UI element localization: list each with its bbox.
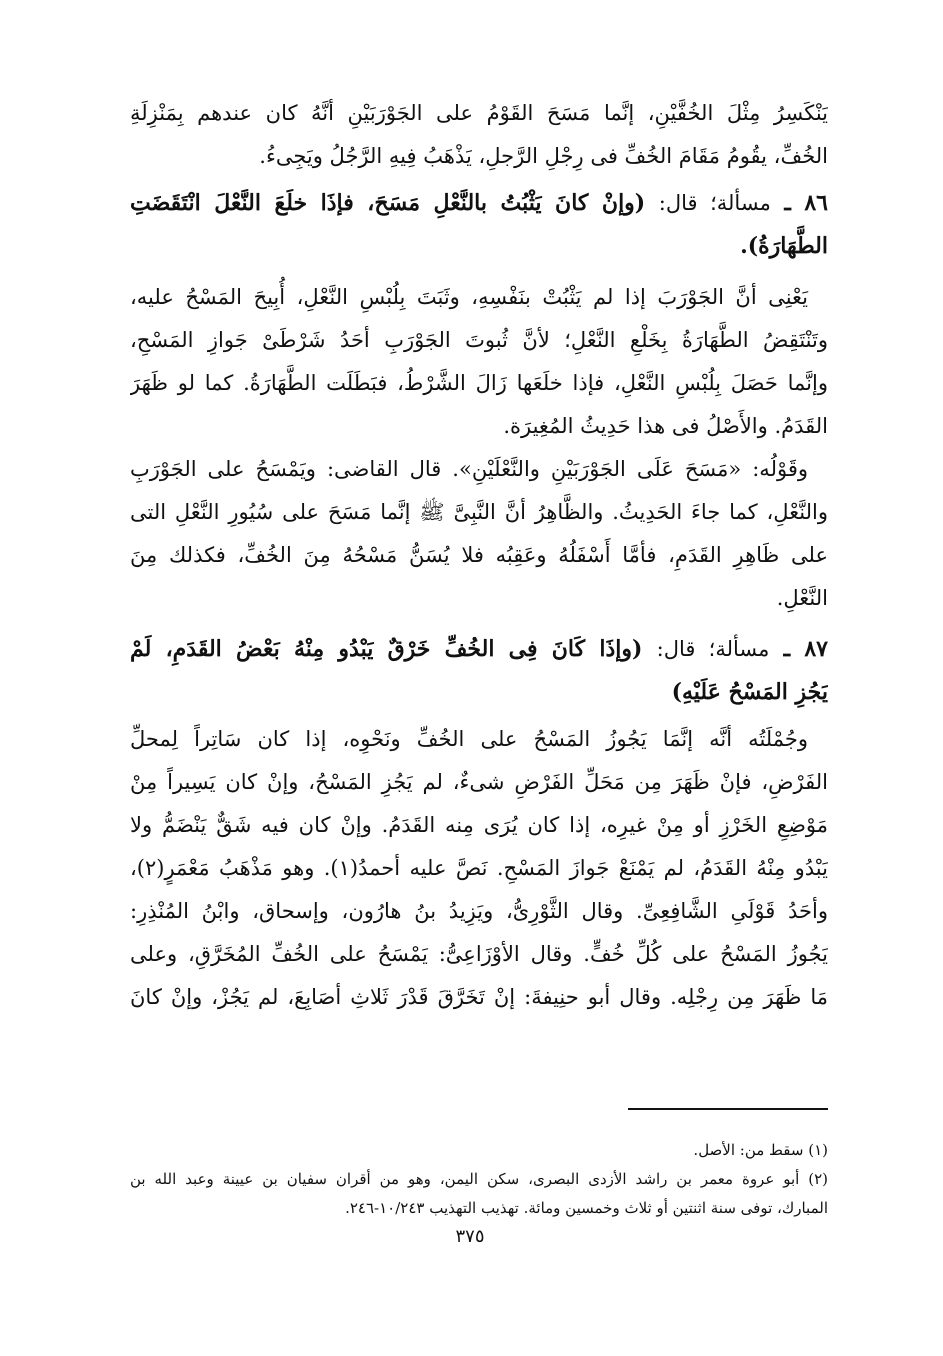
body-line: النَّعْلِ. <box>776 586 828 610</box>
body-line: يَجُوزُ المَسْحُ على كُلِّ خُفٍّ. وقال الأوْزَاعِىُّ: يَمْسَحُ على الخُفِّ المُخَرَّقِ، وعلى <box>130 942 828 966</box>
masala-number: ٨٧ ـ <box>783 636 828 662</box>
body-line: يَعْنِى أنَّ الجَوْرَبَ إذا لم يَثْبُتْ بنَفْسِهِ، وثَبَتَ بِلُبْسِ النَّعْلِ، أُبِيحَ المَسْحُ عليه، <box>130 285 808 309</box>
body-line: والنَّعْلِ، كما جاءَ الحَدِيثُ. والظَّاهِرُ أنَّ النَّبِىَّ ﷺ إنَّما مَسَحَ على سُيُورِ النَّعْلِ التى <box>130 500 828 524</box>
masala-label: مسألة؛ قال: <box>658 191 771 215</box>
body-line: وإنَّما حَصَلَ بِلُبْسِ النَّعْلِ، فإذا خلَعَها زَالَ الشَّرْطُ، فبَطَلَت الطَّهَارَةُ. كما لو ظَهَرَ <box>130 371 828 395</box>
body-line: على ظَاهِرِ القَدَمِ، فأمَّا أَسْفَلُهُ وعَقِبُه فلا يُسَنُّ مَسْحُهُ مِنَ الخُفِّ، فكذلك مِنَ <box>130 543 828 567</box>
body-line: القَدَمُ. والأَصْلُ فى هذا حَدِيثُ المُغِيرَة. <box>503 414 828 438</box>
masala-87-heading-cont: يَجُزِ المَسْحُ عَلَيْهِ) <box>671 679 828 705</box>
body-line: يَبْدُو مِنْهُ القَدَمُ، لم يَمْنَعْ جَوازَ المَسْحِ. نَصَّ عليه أحمدُ(١). وهو مَذْهَبُ مَعْمَرٍ(٢)، <box>130 856 828 880</box>
body-line: وتَنْتَقِضُ الطَّهَارَةُ بِخَلْعِ النَّعْلِ؛ لأنَّ ثُبوتَ الجَوْرَبِ أحَدُ شَرْطَىْ جَوازِ المَسْحِ، <box>130 328 828 352</box>
body-line: الفَرْضِ، فإنْ ظَهَرَ مِن مَحَلِّ الفَرْضِ شىءٌ، لم يَجُزِ المَسْحُ، وإنْ كان يَسِيراً مِنْ <box>130 770 828 794</box>
masala-text: (وإنْ كانَ يَثْبُتُ بالنَّعْلِ مَسَحَ، فإذَا خلَعَ النَّعْلَ انْتَقَضَتِ <box>130 190 646 216</box>
masala-86-heading-cont: الطَّهَارَةُ). <box>740 233 828 259</box>
page-number: ٣٧٥ <box>455 1226 485 1247</box>
body-line: وأحَدُ قَوْلَىِ الشَّافِعِىِّ. وقال الثَّوْرِىُّ، ويَزِيدُ بنُ هارُون، وإسحاق، وابْنُ المُنْذِرِ: <box>130 899 828 923</box>
masala-number: ٨٦ ـ <box>784 190 828 216</box>
page-body <box>130 92 828 1019</box>
body-line: وجُمْلَتُه أنَّه إنَّمَا يَجُوزُ المَسْحُ على الخُفِّ ونَحْوِه، إذا كان سَاتِراً لِمحلِّ <box>130 727 808 751</box>
masala-87-heading <box>130 628 828 671</box>
body-line: مَوْضِعِ الخَرْزِ أو مِنْ غيرِه، إذا كان يُرَى مِنه القَدَمُ. وإنْ كان فيه شَقٌّ يَنْضَمُّ ولا <box>130 813 828 837</box>
footnote: (١) سقط من: الأصل. <box>693 1141 828 1159</box>
masala-label: مسألة؛ قال: <box>656 637 770 661</box>
footnote-divider <box>628 1108 828 1110</box>
masala-text: (وإذَا كَانَ فِى الخُفِّ خَرْقٌ يَبْدُو مِنْهُ بَعْضُ القَدَمِ، لَمْ <box>130 636 643 662</box>
body-line: وقَوْلُه: «مَسَحَ عَلَى الجَوْرَبَيْنِ والنَّعْلَيْنِ». قال القاضى: ويَمْسَحُ على الجَوْرَبِ <box>130 457 808 481</box>
footnote-cont: المبارك، توفى سنة اثنتين أو ثلاث وخمسين ومائة. تهذيب التهذيب ١٠/٢٤٣-٢٤٦. <box>345 1199 828 1217</box>
footnote: (٢) أبو عروة معمر بن راشد الأزدى البصرى، سكن اليمن، وهو من أقران سفيان بن عيينة وعبد الله بن <box>130 1170 828 1188</box>
footnotes <box>130 1136 828 1223</box>
body-line: مَا ظَهَرَ مِن رِجْلِه. وقال أبو حنِيفةَ: إنْ تَخَرَّقَ قَدْرَ ثَلاثِ أصَابِعَ، لم يَجُزْ، وإنْ كانَ <box>130 985 828 1009</box>
body-line: يَنْكَسِرُ مِثْلَ الخُفَّيْنِ، إنَّما مَسَحَ القَوْمُ على الجَوْرَبَيْنِ أنَّهُ كان عندهم بِمَنْزِلَةِ <box>130 101 828 125</box>
masala-86-heading <box>130 182 828 225</box>
body-line: الخُفِّ، يقُومُ مَقَامَ الخُفِّ فى رِجْلِ الرَّجلِ، يَذْهَبُ فِيهِ الرَّجُلُ ويَجِىءُ. <box>259 144 828 168</box>
